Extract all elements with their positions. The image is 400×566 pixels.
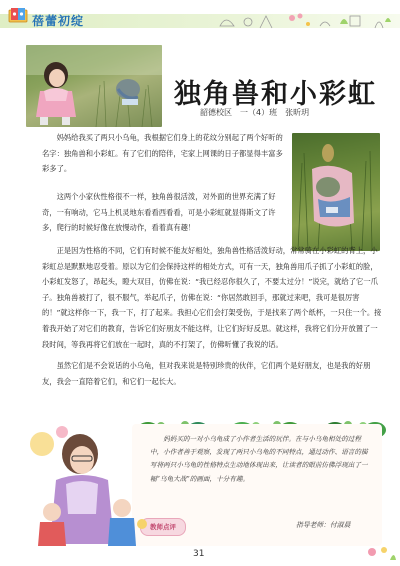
paragraph-3: 正是因为性格的不同，它们有时候不能友好相处，独角兽性格活泼好动，常常骑在小彩虹的背上，小彩虹总是默默地忍受着。原以为它们会保持这样的相处方式，可有一天，独角兽用爪子抓了小彩虹的脸，小彩虹发怒了，昂起头，瞪大双目，仿佛在说：“我已经忍你很久了，不要太过分！”说完，就给了它一爪子。独角兽被打了，很不服气，举起爪子，仿佛在说：“你居然敢回手，那就过来吧，我可是很厉害的！”就这样你一下，我一下，打了起来。我担心它们会打架受伤，于是找来了两个纸杯，一只住一个。接着我开始了对它们的教育，告诉它们好朋友不能这样，让它们好好反思。就这样，我将它们分开放置了一段时间，等我再将它们放在一起时，真的不打架了，仿佛听懂了我说的话。 (42, 246, 382, 349)
page-number: 31 (193, 549, 205, 559)
article-title: 独角兽和小彩虹 (174, 79, 377, 111)
child-scene-illustration (26, 45, 162, 127)
article-byline: 韶德校区 一（4）班 张昕玥 (200, 108, 310, 117)
column-name: 蓓蕾初绽 (32, 14, 85, 28)
teacher-comment: 妈妈买的一对小乌龟成了小作者生活的玩伴。在与小乌龟相处的过程中，小作者善于观察，发现了两只小乌龟的不同特点，通过动作、语言的描写将两只小乌龟的性格特点生动地体现出来，让读者的眼前仿佛浮现出了一幅“乌龟大战”的画面，十分有趣。 (150, 435, 368, 483)
photo-child-with-turtle (26, 45, 162, 127)
header-doodles (200, 4, 400, 34)
photo-turtle-in-grass (292, 133, 380, 251)
page-header (0, 0, 400, 36)
book-icon (8, 6, 28, 24)
turtle-grass-illustration (292, 133, 380, 251)
paragraph-2: 这两个小家伙性格很不一样，独角兽很活泼，对外面的世界充满了好奇，一有响动，它马上机灵地东看看西看看，可是小彩虹就显得斯文了许多，爬行的时候好像在放慢动作，看着真有趣！ (42, 192, 276, 233)
comment-badge-label: 教师点评 (150, 523, 176, 531)
teacher-signature: 指导老师：付淑晨 (296, 521, 351, 529)
paragraph-1: 妈妈给我买了两只小乌龟，我根据它们身上的花纹分别起了两个好听的名字：独角兽和小彩虹。有了它们的陪伴，宅家上网课的日子都显得丰富多彩多了。 (42, 133, 283, 174)
paragraph-4: 虽然它们是不会说话的小乌龟，但对我来说是特别珍贵的伙伴，它们两个是好朋友，也是我的好朋友，我会一直陪着它们，和它们一起长大。 (42, 361, 371, 386)
corner-flower-decoration (362, 540, 398, 564)
teacher-children-illustration (22, 414, 162, 554)
